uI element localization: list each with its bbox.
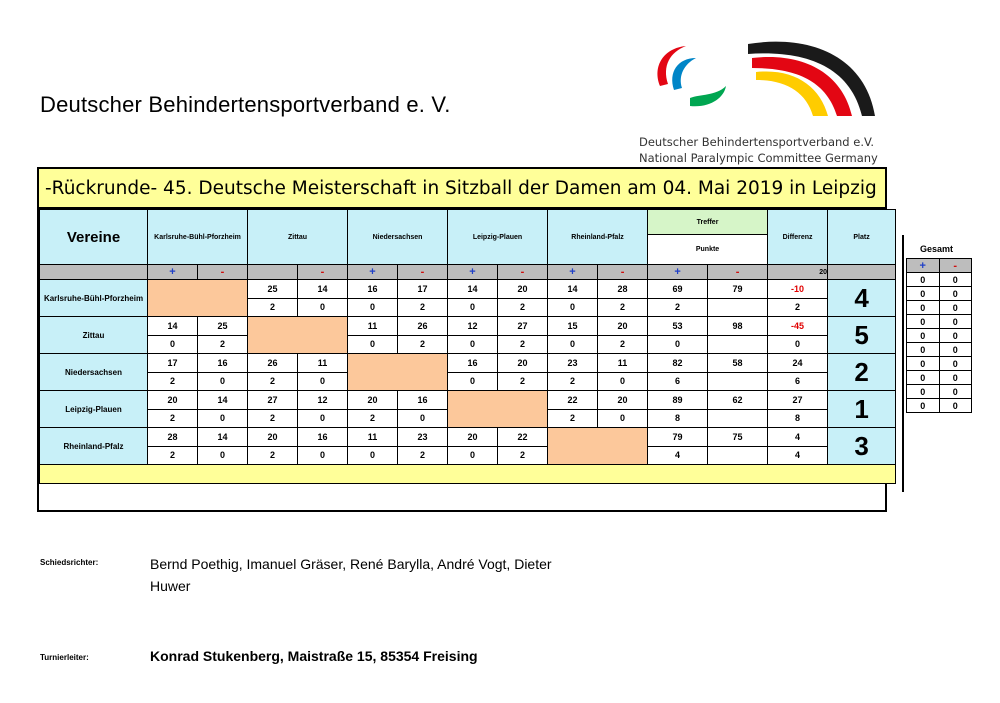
header-team-3: Niedersachsen bbox=[348, 210, 448, 265]
points-cell: 2 bbox=[598, 298, 648, 317]
table-footer-bar bbox=[40, 465, 896, 484]
plus-sign: + bbox=[648, 265, 708, 280]
punkte-cell bbox=[708, 409, 768, 428]
header-vereines: Vereine bbox=[40, 210, 148, 265]
team-name: Karlsruhe-Bühl-Pforzheim bbox=[40, 280, 148, 317]
header-team-4: Leipzig-Plauen bbox=[448, 210, 548, 265]
treffer-cell: 79 bbox=[708, 280, 768, 299]
points-cell: 0 bbox=[198, 446, 248, 465]
header-differenz: Differenz bbox=[768, 210, 828, 265]
score-cell: 14 bbox=[448, 280, 498, 299]
points-cell: 2 bbox=[248, 372, 298, 391]
punkte-cell: 8 bbox=[648, 409, 708, 428]
score-cell: 20 bbox=[248, 428, 298, 447]
score-cell: 14 bbox=[148, 317, 198, 336]
dbs-logo-graphic bbox=[630, 36, 890, 131]
logo-text-line2: National Paralympic Committee Germany bbox=[639, 151, 878, 165]
punkte-cell: 0 bbox=[648, 335, 708, 354]
score-cell: 14 bbox=[198, 391, 248, 410]
gesamt-cell: 0 bbox=[907, 329, 940, 343]
points-cell: 0 bbox=[598, 409, 648, 428]
score-cell: 27 bbox=[498, 317, 548, 336]
points-cell: 2 bbox=[498, 335, 548, 354]
treffer-cell: 75 bbox=[708, 428, 768, 447]
score-cell: 23 bbox=[548, 354, 598, 373]
logo-text-line1: Deutscher Behindertensportverband e.V. bbox=[639, 135, 875, 149]
score-cell: 20 bbox=[498, 280, 548, 299]
turnierleiter-label: Turnierleiter: bbox=[40, 653, 89, 662]
header-team-2: Zittau bbox=[248, 210, 348, 265]
gesamt-table bbox=[906, 258, 972, 413]
minus-sign: - bbox=[708, 265, 768, 280]
platz-cell: 3 bbox=[828, 428, 896, 465]
minus-sign: - bbox=[498, 265, 548, 280]
self-match-cell bbox=[548, 428, 648, 465]
points-cell: 0 bbox=[148, 335, 198, 354]
score-cell: 11 bbox=[348, 428, 398, 447]
differenz-cell: 24 bbox=[768, 354, 828, 373]
org-title: Deutscher Behindertensportverband e. V. bbox=[40, 92, 451, 117]
differenz-cell: -10 bbox=[768, 280, 828, 299]
points-cell: 0 bbox=[298, 298, 348, 317]
points-cell: 2 bbox=[598, 335, 648, 354]
self-match-cell bbox=[148, 280, 248, 317]
score-cell: 27 bbox=[248, 391, 298, 410]
points-cell: 2 bbox=[398, 298, 448, 317]
gesamt-plus: + bbox=[907, 259, 940, 273]
score-cell: 16 bbox=[298, 428, 348, 447]
differenz-cell: 27 bbox=[768, 391, 828, 410]
minus-sign: - bbox=[398, 265, 448, 280]
plus-sign: + bbox=[148, 265, 198, 280]
gesamt-cell: 0 bbox=[907, 371, 940, 385]
gesamt-cell: 0 bbox=[907, 399, 940, 413]
sign-row-spacer bbox=[40, 265, 148, 280]
differenz-points-cell: 6 bbox=[768, 372, 828, 391]
team-name: Niedersachsen bbox=[40, 354, 148, 391]
score-cell: 20 bbox=[148, 391, 198, 410]
treffer-cell: 82 bbox=[648, 354, 708, 373]
points-cell: 0 bbox=[298, 409, 348, 428]
score-cell: 20 bbox=[598, 317, 648, 336]
score-cell: 25 bbox=[248, 280, 298, 299]
plus-sign: + bbox=[448, 265, 498, 280]
minus-sign: - bbox=[598, 265, 648, 280]
score-cell: 25 bbox=[198, 317, 248, 336]
gesamt-cell: 0 bbox=[907, 385, 940, 399]
points-cell: 2 bbox=[248, 298, 298, 317]
team-name: Rheinland-Pfalz bbox=[40, 428, 148, 465]
gesamt-cell: 0 bbox=[907, 287, 940, 301]
points-cell: 0 bbox=[198, 372, 248, 391]
differenz-points-cell: 8 bbox=[768, 409, 828, 428]
score-cell: 16 bbox=[448, 354, 498, 373]
self-match-cell bbox=[348, 354, 448, 391]
header-treffer: Treffer bbox=[648, 210, 768, 235]
platz-cell: 2 bbox=[828, 354, 896, 391]
platz-cell: 1 bbox=[828, 391, 896, 428]
treffer-cell: 98 bbox=[708, 317, 768, 336]
score-cell: 16 bbox=[398, 391, 448, 410]
punkte-cell: 2 bbox=[648, 298, 708, 317]
score-cell: 11 bbox=[298, 354, 348, 373]
score-cell: 11 bbox=[598, 354, 648, 373]
points-cell: 0 bbox=[448, 335, 498, 354]
points-cell: 2 bbox=[148, 446, 198, 465]
gesamt-title: Gesamt bbox=[920, 244, 954, 254]
self-match-cell bbox=[248, 317, 348, 354]
differenz-cell: -45 bbox=[768, 317, 828, 336]
gesamt-cell: 0 bbox=[907, 315, 940, 329]
points-cell: 0 bbox=[198, 409, 248, 428]
points-cell: 0 bbox=[598, 372, 648, 391]
points-cell: 0 bbox=[398, 409, 448, 428]
differenz-cell: 4 bbox=[768, 428, 828, 447]
score-cell: 22 bbox=[548, 391, 598, 410]
turnierleiter-value: Konrad Stukenberg, Maistraße 15, 85354 Freising bbox=[150, 648, 478, 664]
gesamt-cell: 0 bbox=[939, 357, 972, 371]
gesamt-bar bbox=[902, 235, 904, 492]
score-cell: 26 bbox=[398, 317, 448, 336]
gesamt-cell: 0 bbox=[939, 301, 972, 315]
gesamt-cell: 0 bbox=[939, 371, 972, 385]
header-team-5: Rheinland-Pfalz bbox=[548, 210, 648, 265]
logo-text bbox=[639, 134, 878, 166]
score-cell: 26 bbox=[248, 354, 298, 373]
schiedsrichter-label: Schiedsrichter: bbox=[40, 558, 99, 567]
gesamt-cell: 0 bbox=[939, 385, 972, 399]
punkte-cell bbox=[708, 372, 768, 391]
score-cell: 20 bbox=[598, 391, 648, 410]
differenz-points-cell: 0 bbox=[768, 335, 828, 354]
gesamt-cell: 0 bbox=[907, 273, 940, 287]
score-cell: 28 bbox=[598, 280, 648, 299]
punkte-cell bbox=[708, 446, 768, 465]
minus-sign: - bbox=[198, 265, 248, 280]
gesamt-cell: 0 bbox=[939, 315, 972, 329]
points-cell: 2 bbox=[198, 335, 248, 354]
sign-cell bbox=[248, 265, 298, 280]
score-cell: 14 bbox=[548, 280, 598, 299]
points-cell: 2 bbox=[498, 446, 548, 465]
punkte-cell bbox=[708, 335, 768, 354]
points-cell: 2 bbox=[248, 409, 298, 428]
results-table bbox=[39, 209, 896, 484]
score-cell: 16 bbox=[198, 354, 248, 373]
treffer-cell: 53 bbox=[648, 317, 708, 336]
score-cell: 23 bbox=[398, 428, 448, 447]
points-cell: 0 bbox=[548, 335, 598, 354]
treffer-cell: 79 bbox=[648, 428, 708, 447]
header-platz: Platz bbox=[828, 210, 896, 265]
gesamt-cell: 0 bbox=[907, 301, 940, 315]
points-cell: 2 bbox=[498, 298, 548, 317]
treffer-cell: 89 bbox=[648, 391, 708, 410]
points-cell: 0 bbox=[548, 298, 598, 317]
treffer-cell: 58 bbox=[708, 354, 768, 373]
plus-sign: + bbox=[548, 265, 598, 280]
points-cell: 2 bbox=[398, 446, 448, 465]
points-cell: 0 bbox=[448, 298, 498, 317]
plus-sign: + bbox=[348, 265, 398, 280]
gesamt-cell: 0 bbox=[939, 287, 972, 301]
score-cell: 17 bbox=[148, 354, 198, 373]
sign-cell bbox=[828, 265, 896, 280]
gesamt-cell: 0 bbox=[939, 399, 972, 413]
points-cell: 0 bbox=[448, 446, 498, 465]
points-cell: 0 bbox=[298, 446, 348, 465]
score-cell: 22 bbox=[498, 428, 548, 447]
score-cell: 14 bbox=[198, 428, 248, 447]
points-cell: 2 bbox=[348, 409, 398, 428]
team-name: Leipzig-Plauen bbox=[40, 391, 148, 428]
points-cell: 2 bbox=[248, 446, 298, 465]
score-cell: 20 bbox=[448, 428, 498, 447]
points-cell: 2 bbox=[548, 409, 598, 428]
score-cell: 14 bbox=[298, 280, 348, 299]
points-cell: 0 bbox=[448, 372, 498, 391]
results-panel bbox=[37, 167, 887, 512]
points-cell: 2 bbox=[148, 409, 198, 428]
points-cell: 0 bbox=[348, 446, 398, 465]
schiedsrichter-value-2: Huwer bbox=[150, 578, 191, 594]
platz-cell: 5 bbox=[828, 317, 896, 354]
differenz-points-cell: 4 bbox=[768, 446, 828, 465]
punkte-cell bbox=[708, 298, 768, 317]
treffer-cell: 69 bbox=[648, 280, 708, 299]
gesamt-cell: 0 bbox=[907, 343, 940, 357]
score-cell: 12 bbox=[298, 391, 348, 410]
gesamt-cell: 0 bbox=[939, 273, 972, 287]
score-cell: 15 bbox=[548, 317, 598, 336]
treffer-cell: 62 bbox=[708, 391, 768, 410]
score-cell: 16 bbox=[348, 280, 398, 299]
points-cell: 2 bbox=[548, 372, 598, 391]
minus-sign: - bbox=[298, 265, 348, 280]
team-name: Zittau bbox=[40, 317, 148, 354]
header-punkte: Punkte bbox=[648, 235, 768, 265]
gesamt-cell: 0 bbox=[939, 343, 972, 357]
platz-cell: 4 bbox=[828, 280, 896, 317]
points-cell: 0 bbox=[298, 372, 348, 391]
gesamt-cell: 0 bbox=[939, 329, 972, 343]
sign-row-note: 20 bbox=[768, 265, 828, 280]
score-cell: 17 bbox=[398, 280, 448, 299]
score-cell: 20 bbox=[498, 354, 548, 373]
score-cell: 12 bbox=[448, 317, 498, 336]
panel-title: -Rückrunde- 45. Deutsche Meisterschaft in Sitzball der Damen am 04. Mai 2019 in Leipzig bbox=[39, 169, 885, 209]
points-cell: 2 bbox=[398, 335, 448, 354]
points-cell: 0 bbox=[348, 335, 398, 354]
score-cell: 28 bbox=[148, 428, 198, 447]
points-cell: 0 bbox=[348, 298, 398, 317]
self-match-cell bbox=[448, 391, 548, 428]
score-cell: 11 bbox=[348, 317, 398, 336]
points-cell: 2 bbox=[498, 372, 548, 391]
score-cell: 20 bbox=[348, 391, 398, 410]
punkte-cell: 6 bbox=[648, 372, 708, 391]
gesamt-cell: 0 bbox=[907, 357, 940, 371]
points-cell: 2 bbox=[148, 372, 198, 391]
schiedsrichter-value-1: Bernd Poethig, Imanuel Gräser, René Barylla, André Vogt, Dieter bbox=[150, 556, 552, 572]
gesamt-minus: - bbox=[939, 259, 972, 273]
differenz-points-cell: 2 bbox=[768, 298, 828, 317]
header-team-1: Karlsruhe-Bühl-Pforzheim bbox=[148, 210, 248, 265]
punkte-cell: 4 bbox=[648, 446, 708, 465]
